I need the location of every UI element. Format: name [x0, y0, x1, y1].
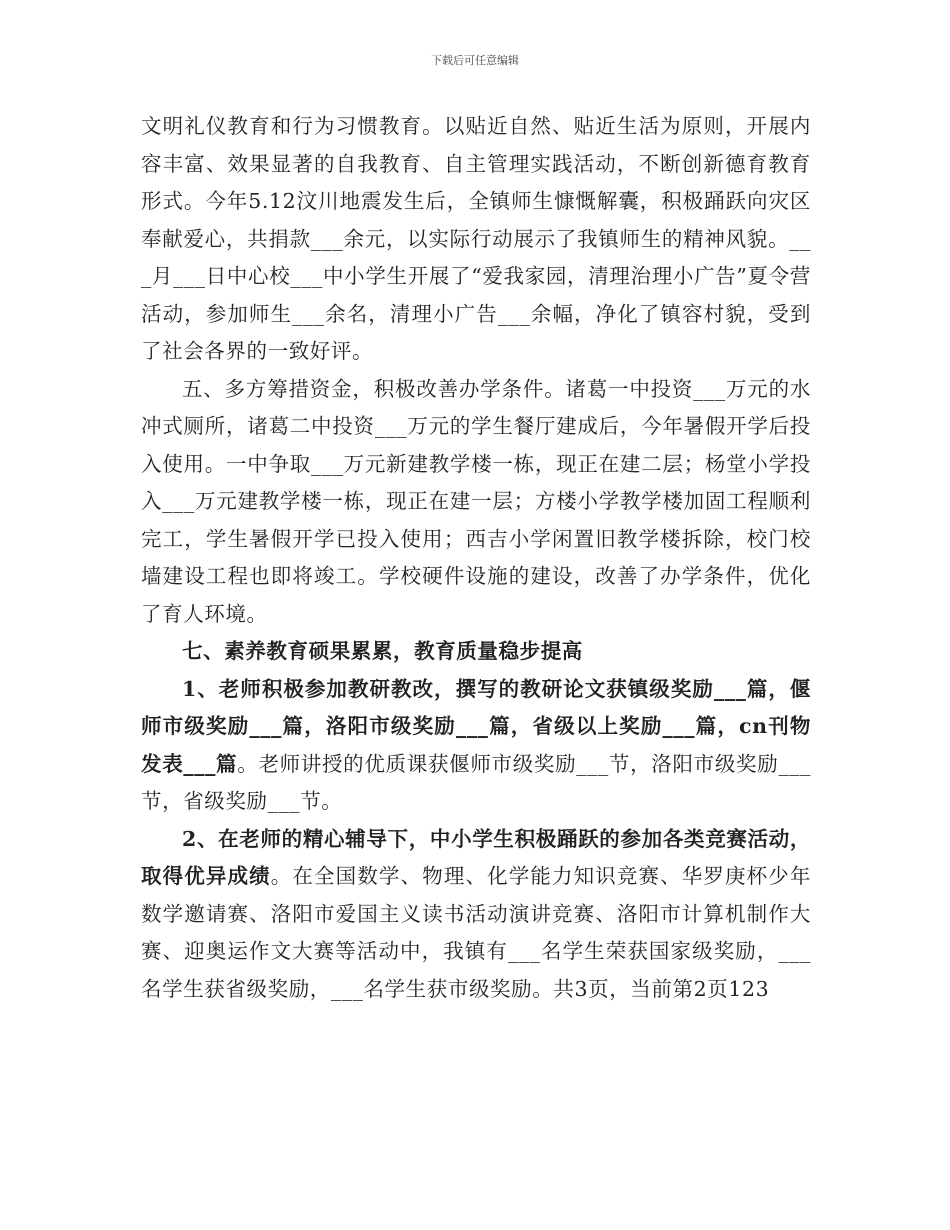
paragraph-student-competitions-lead: 2、在老师的精心辅导下，中小学生积极踊跃的参加各类竞赛活动，取得优异成绩 [141, 826, 811, 888]
paragraph-teacher-research-body: 。老师讲授的优质课获偃师市级奖励___节，洛阳市级奖励___节，省级奖励___节。 [141, 751, 811, 813]
paragraph-student-competitions [141, 821, 811, 1009]
paragraph-moral-education: 文明礼仪教育和行为习惯教育。以贴近自然、贴近生活为原则，开展内容丰富、效果显著的自我教育、自主管理实践活动，不断创新德育教育形式。今年5.12汶川地震发生后，全镇师生慷慨解囊，积极踊跃向灾区奉献爱心，共捐款___余元，以实际行动展示了我镇师生的精神风貌。___月___日中心校___中小学生开展了“爱我家园，清理治理小广告”夏令营活动，参加师生___余名，清理小广告___余幅，净化了镇容村貌，受到了社会各界的一致好评。 [141, 114, 811, 363]
paragraph-student-competitions-body: 。在全国数学、物理、化学能力知识竞赛、华罗庚杯少年数学邀请赛、洛阳市爱国主义读书活动演讲竞赛、洛阳市计算机制作大赛、迎奥运作文大赛等活动中，我镇有___名学生荣获国家级奖励，___名学生获省级奖励，___名学生获市级奖励。共3页，当前第2页123 [141, 864, 811, 1001]
section-heading-7: 七、素养教育硕果累累，教育质量稳步提高 [182, 639, 583, 663]
paragraph-teacher-research-lead: 1、老师积极参加教研教改，撰写的教研论文获镇级奖励___篇，偃师市级奖励___篇，洛阳市级奖励___篇，省级以上奖励___篇，cn刊物发表___篇 [141, 676, 811, 776]
page-header: 下载后可任意编辑 [431, 54, 519, 67]
paragraph-funding: 五、多方筹措资金，积极改善办学条件。诸葛一中投资___万元的水冲式厕所，诸葛二中投资___万元的学生餐厅建成后，今年暑假开学后投入使用。一中争取___万元新建教学楼一栋，现正在建二层；杨堂小学投入___万元建教学楼一栋，现正在建一层；方楼小学教学楼加固工程顺利完工，学生暑假开学已投入使用；西吉小学闲置旧教学楼拆除，校门校墙建设工程也即将竣工。学校硬件设施的建设，改善了办学条件，优化了育人环境。 [141, 376, 811, 626]
document-body [141, 108, 811, 1008]
paragraph-teacher-research [141, 671, 811, 821]
